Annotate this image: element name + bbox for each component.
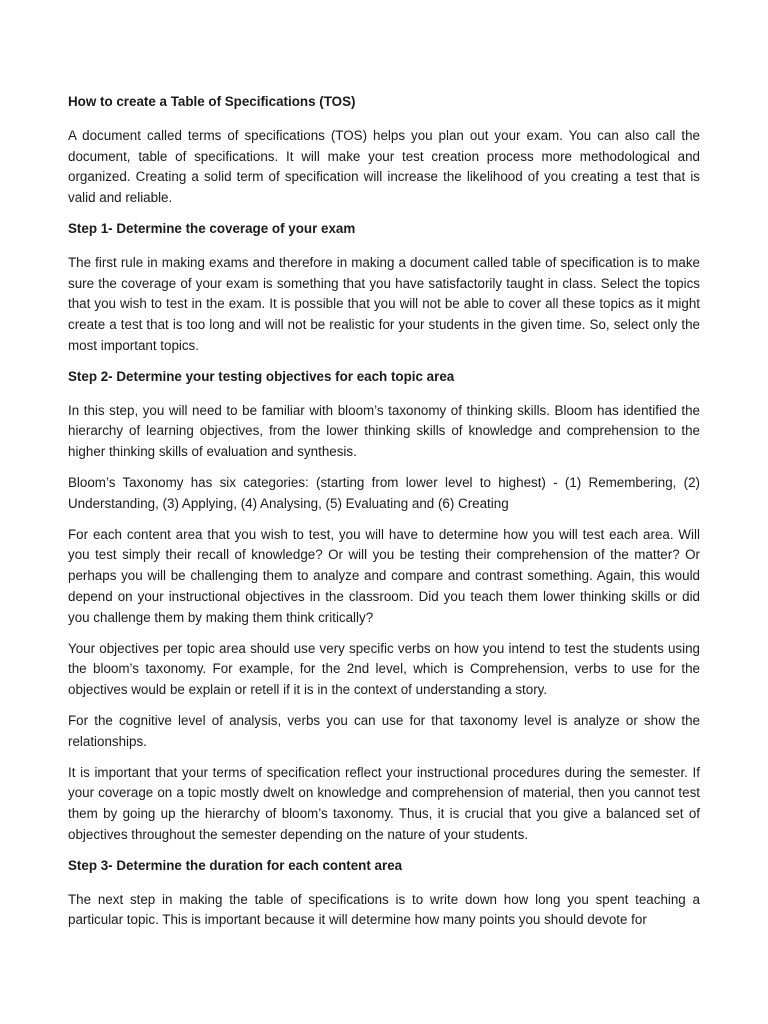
document-page <box>68 92 700 941</box>
step-2-paragraph: For each content area that you wish to test, you will have to determine how you will test each area. Will you test simply their recall of knowledge? Or will you be testing their comprehension of the matter? Or perhaps you will be challenging them to analyze and compare and contrast something. Again, this would depend on your instructional objectives in the classroom. Did you teach them lower thinking skills or did you challenge them by making them think critically? <box>68 526 700 625</box>
step-2-paragraph: Your objectives per topic area should use very specific verbs on how you intend to test the students using the bloom’s taxonomy. For example, for the 2nd level, which is Comprehension, verbs to use for the objectives would be explain or retell if it is in the context of understanding a story. <box>68 640 700 698</box>
step-2-paragraph: For the cognitive level of analysis, verbs you can use for that taxonomy level is analyze or show the relationships. <box>68 712 700 749</box>
step-1-paragraph: The first rule in making exams and therefore in making a document called table of specification is to make sure the coverage of your exam is something that you have satisfactorily taught in class. Select the topics that you wish to test in the exam. It is possible that you will not be able to cover all these topics as it might create a test that is too long and will not be realistic for your students in the given time. So, select only the most important topics. <box>68 254 700 353</box>
step-2-paragraph: It is important that your terms of specification reflect your instructional procedures during the semester. If your coverage on a topic mostly dwelt on knowledge and comprehension of material, then you cannot test them by going up the hierarchy of bloom’s taxonomy. Thus, it is crucial that you give a balanced set of objectives throughout the semester depending on the nature of your students. <box>68 764 700 842</box>
step-2-paragraph: Bloom’s Taxonomy has six categories: (starting from lower level to highest) - (1) Remembering, (2) Understanding, (3) Applying, (4) Analysing, (5) Evaluating and (6) Creating <box>68 474 700 511</box>
intro-paragraph: A document called terms of specifications (TOS) helps you plan out your exam. You can also call the document, table of specifications. It will make your test creation process more methodological and organized. Creating a solid term of specification will increase the likelihood of you creating a test that is valid and reliable. <box>68 127 700 206</box>
step-1-heading: Step 1- Determine the coverage of your exam <box>68 220 356 236</box>
step-2-paragraph: In this step, you will need to be familiar with bloom’s taxonomy of thinking skills. Bloom has identified the hierarchy of learning objectives, from the lower thinking skills of knowledge and comprehension to the higher thinking skills of evaluation and synthesis. <box>68 402 700 460</box>
step-3-paragraph: The next step in making the table of specifications is to write down how long you spent teaching a particular topic. This is important because it will determine how many points you should devote for <box>68 891 700 928</box>
step-3-heading: Step 3- Determine the duration for each content area <box>68 857 403 873</box>
step-2-heading: Step 2- Determine your testing objectives for each topic area <box>68 368 455 384</box>
document-title: How to create a Table of Specifications (TOS) <box>68 94 356 109</box>
